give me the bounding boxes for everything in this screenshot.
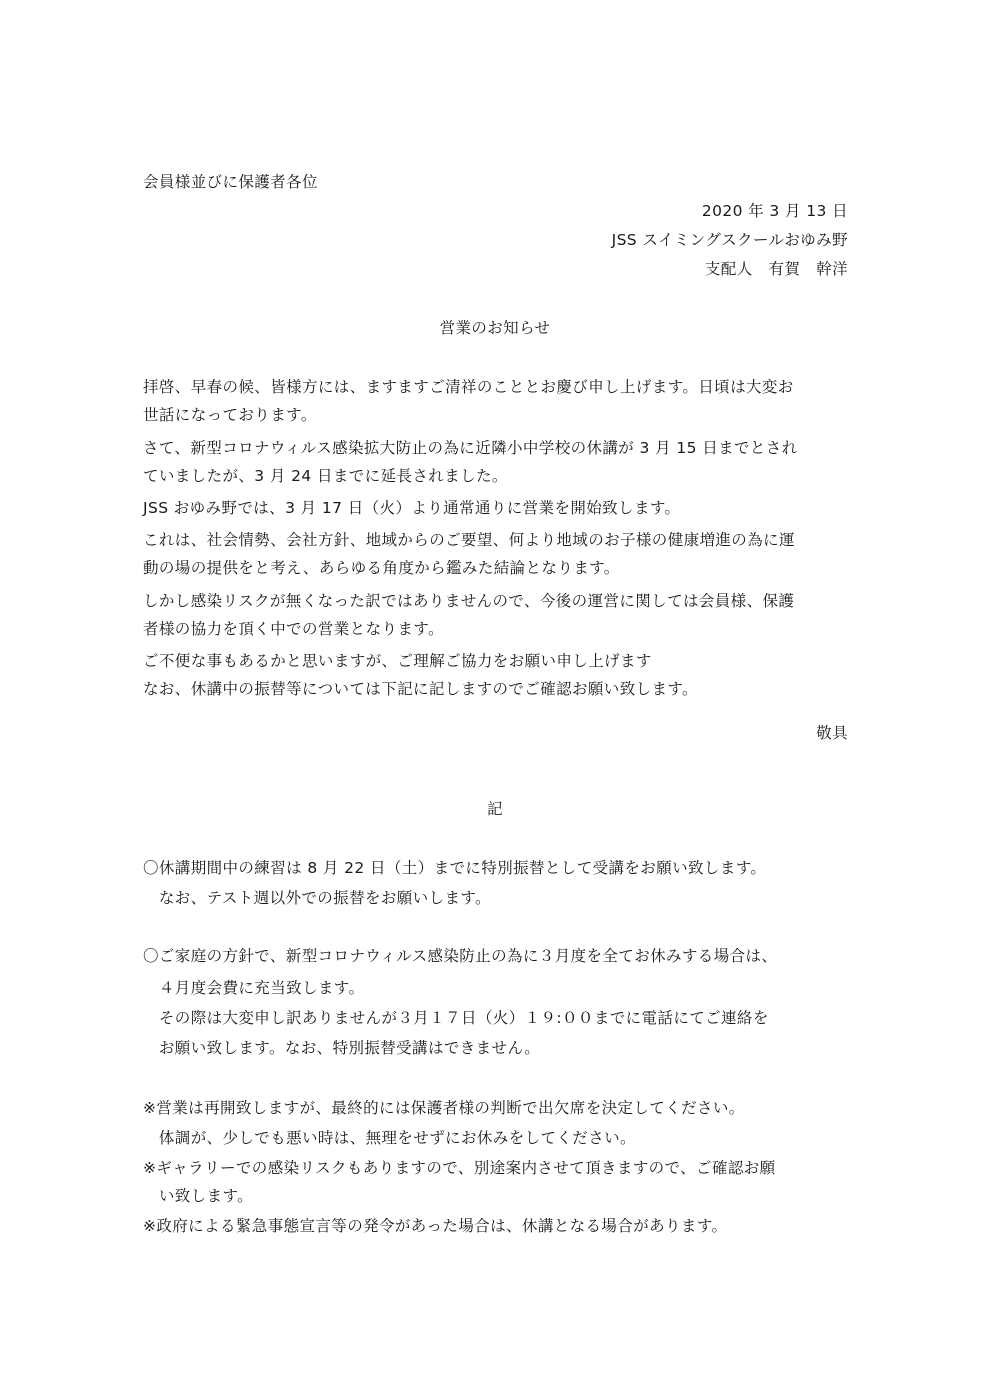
date: 2020 年 3 月 13 日 <box>701 202 848 220</box>
ki-heading: 記 <box>487 800 503 818</box>
item-line: なお、テスト週以外での振替をお願いします。 <box>143 889 491 907</box>
manager-name: 支配人 有賀 幹洋 <box>704 260 848 278</box>
item-line: お願い致します。なお、特別振替受講はできません。 <box>143 1039 541 1057</box>
body-line: JSS おゆみ野では、3 月 17 日（火）より通常通りに営業を開始致します。 <box>143 499 681 517</box>
note-line: 体調が、少しでも悪い時は、無理をせずにお休みをしてください。 <box>143 1129 636 1147</box>
body-line: しかし感染リスクが無くなった訳ではありませんので、今後の運営に関しては会員様、保護 <box>143 592 795 610</box>
item-line: 〇休講期間中の練習は 8 月 22 日（土）までに特別振替として受講をお願い致します。 <box>143 859 767 877</box>
note-line: ※ギャラリーでの感染リスクもありますので、別途案内させて頂きますので、ご確認お願 <box>143 1159 776 1177</box>
notice-title: 営業のお知らせ <box>439 319 551 337</box>
body-line: 者様の協力を頂く中での営業となります。 <box>143 620 444 638</box>
body-line: ご不便な事もあるかと思いますが、ご理解ご協力をお願い申し上げます <box>143 652 652 670</box>
note-line: ※営業は再開致しますが、最終的には保護者様の判断で出欠席を決定してください。 <box>143 1099 745 1117</box>
organization-name: JSS スイミングスクールおゆみ野 <box>611 231 848 249</box>
item-line: その際は大変申し訳ありませんが３月１７日（火）１９:００までに電話にてご連絡を <box>143 1009 769 1027</box>
body-line: さて、新型コロナウィルス感染拡大防止の為に近隣小中学校の休講が 3 月 15 日までとされ <box>143 439 798 457</box>
body-line: これは、社会情勢、会社方針、地域からのご要望、何より地域のお子様の健康増進の為に運 <box>143 531 795 549</box>
item-line: ４月度会費に充当致します。 <box>143 979 365 997</box>
body-line: 動の場の提供をと考え、あらゆる角度から鑑みた結論となります。 <box>143 559 620 577</box>
addressee: 会員様並びに保護者各位 <box>143 173 318 191</box>
body-line: 拝啓、早春の候、皆様方には、ますますご清祥のこととお慶び申し上げます。日頃は大変お <box>143 378 794 396</box>
closing-keigu: 敬具 <box>816 724 848 742</box>
item-line: 〇ご家庭の方針で、新型コロナウィルス感染防止の為に３月度を全てお休みする場合は、 <box>143 947 778 965</box>
body-line: 世話になっております。 <box>143 406 317 424</box>
note-line: ※政府による緊急事態宣言等の発令があった場合は、休講となる場合があります。 <box>143 1217 728 1235</box>
note-line: い致します。 <box>143 1187 254 1205</box>
body-line: なお、休講中の振替等については下記に記しますのでご確認お願い致します。 <box>143 680 698 698</box>
body-line: ていましたが、3 月 24 日までに延長されました。 <box>143 467 508 485</box>
